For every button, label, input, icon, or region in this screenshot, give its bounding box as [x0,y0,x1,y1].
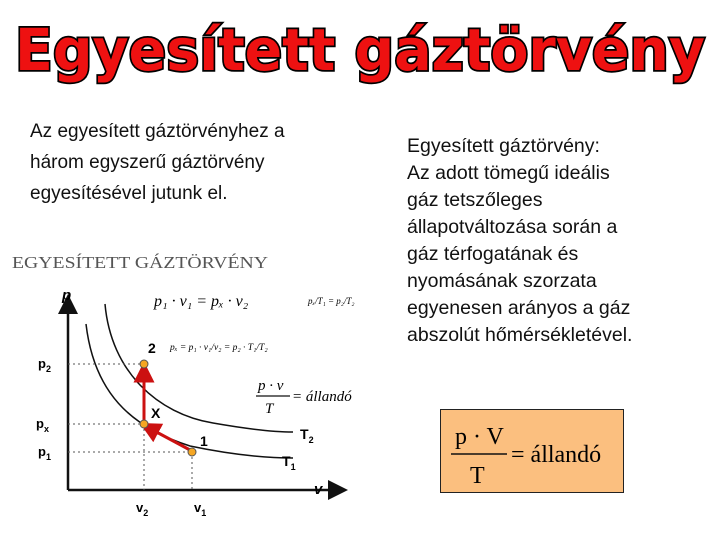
t1-label: $T_1$ [282,453,296,472]
equation-boyle: p₁ · v₁ = pₓ · v₂ [154,293,249,310]
definition-line: egyenesen arányos a gáz [407,297,631,319]
equation-px: pₓ = p₁ · v₁/v₂ = p₂ · T₁/T₂ [170,343,268,353]
intro-line: Az egyesített gáztörvényhez a [30,121,285,142]
px-label: $p_x$ [36,416,49,434]
pv-diagram [8,242,368,524]
point-1-marker [188,448,196,456]
slide-title-banner [0,0,720,90]
definition-line: Az adott tömegű ideális [407,162,610,184]
svg-text:p · v: p · v [258,378,284,394]
v-axis-label: v [314,481,323,498]
intro-line: három egyszerű gáztörvény [30,152,265,173]
definition-line: Egyesített gáztörvény: [407,135,600,157]
t2-label: $T_2$ [300,426,314,445]
definition-line: állapotváltozása során a [407,216,618,238]
formula-rhs: = állandó [511,442,602,468]
diagram-heading: EGYESÍTETT GÁZTÖRVÉNY [12,253,268,272]
isothermal-arrow [149,428,190,450]
definition-line: nyomásának szorzata [407,270,597,292]
definition-line: gáz tetszőleges [407,189,543,211]
svg-text:T: T [265,401,274,417]
p2-label: $p_2$ [38,356,51,374]
intro-text [30,116,375,209]
formula-denominator: T [470,463,485,489]
point-2-marker [140,360,148,368]
equation-ratio: pₓ/T₁ = p₂/T₂ [308,296,355,306]
v2-label: $v_2$ [136,500,149,518]
guide-lines [68,364,192,490]
definition-line: abszolút hőmérsékletével. [407,324,633,346]
formula-box [440,409,624,493]
definition-line: gáz térfogatának és [407,243,579,265]
slide-title: Egyesített gáztörvény [15,16,705,84]
point-x-label: X [151,405,161,421]
point-x-marker [140,420,148,428]
svg-text:= állandó: = állandó [292,389,352,405]
p1-label: $p_1$ [38,444,51,462]
p-axis-label: p [62,287,72,304]
point-1-label: 1 [200,433,208,449]
formula-numerator: p · V [455,424,504,450]
point-2-label: 2 [148,340,156,356]
v1-label: $v_1$ [194,500,207,518]
equation-constant [256,378,352,417]
definition-text [407,133,717,349]
intro-line: egyesítésével jutunk el. [30,183,228,204]
